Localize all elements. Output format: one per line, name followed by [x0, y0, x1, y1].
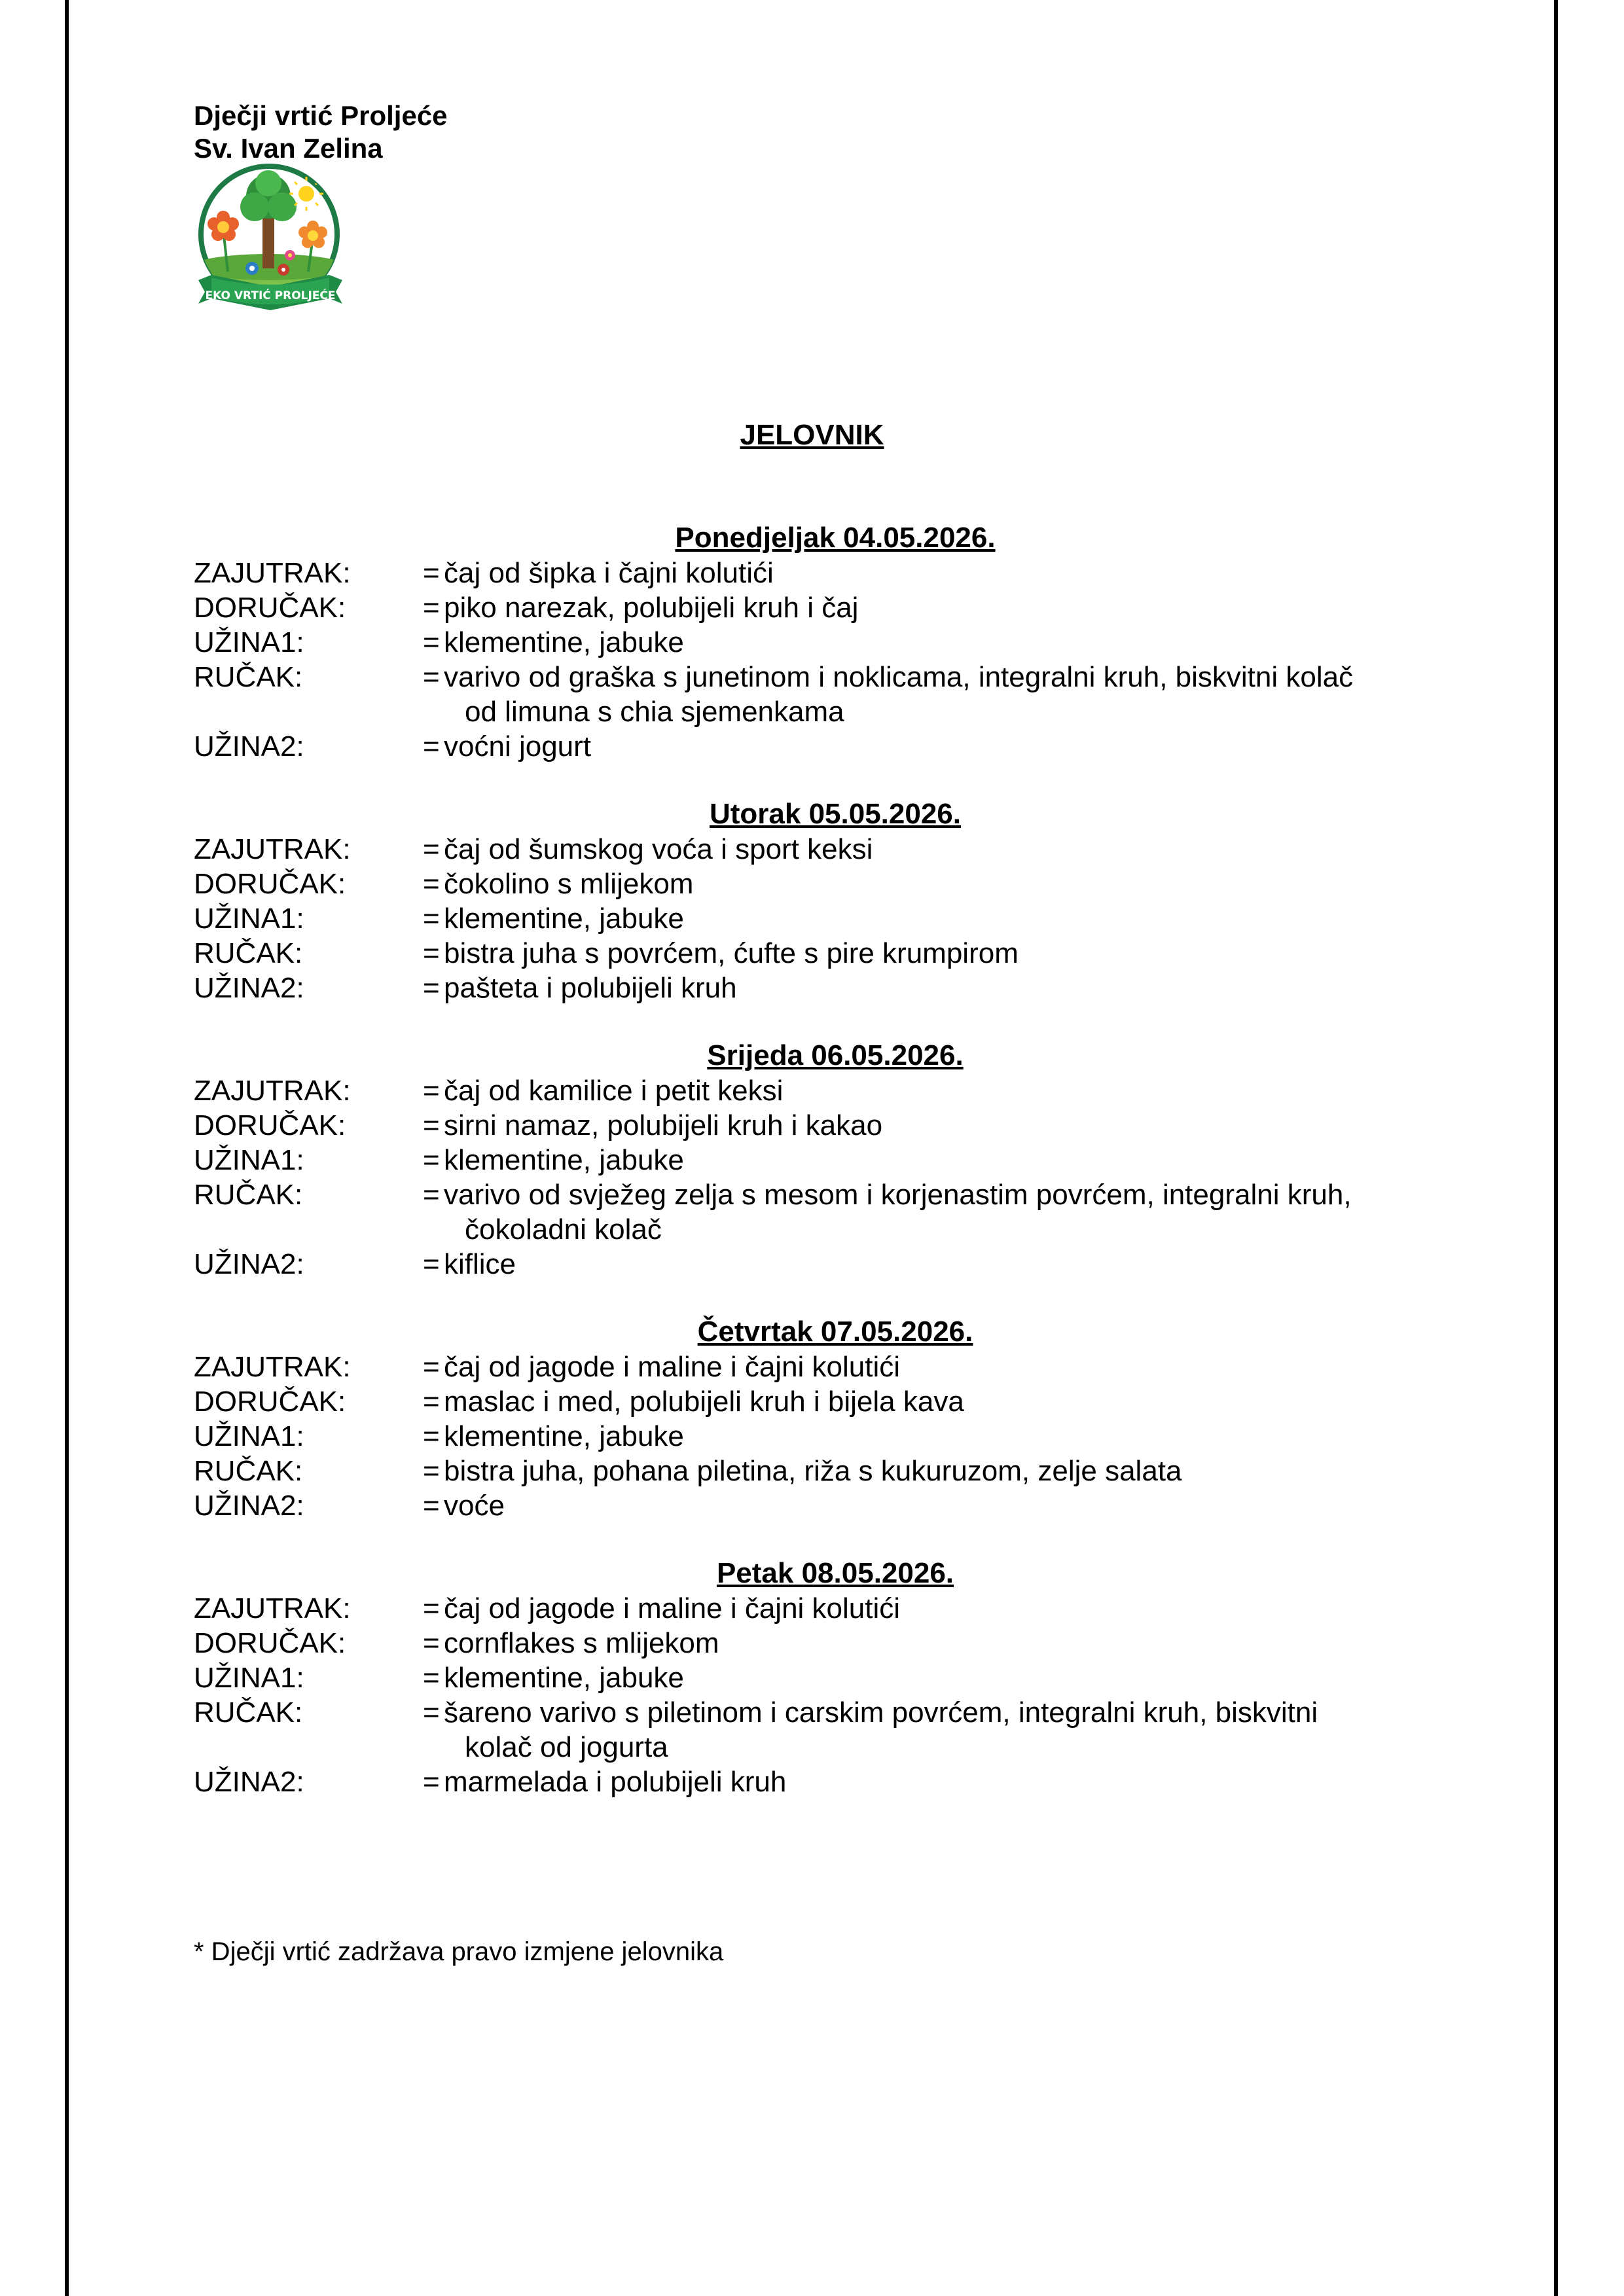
- kindergarten-location: Sv. Ivan Zelina: [194, 133, 383, 164]
- meal-equals: =: [423, 972, 440, 1004]
- meal-text: piko narezak, polubijeli kruh i čaj: [444, 592, 859, 624]
- meal-equals: =: [423, 1627, 440, 1659]
- day-section: [194, 1038, 1437, 1282]
- meal-text: klementine, jabuke: [444, 1144, 684, 1176]
- meal-label: UŽINA2:: [194, 1766, 304, 1798]
- meal-equals: =: [423, 1179, 440, 1211]
- eko-vrtic-logo: [192, 164, 349, 317]
- meal-description: [444, 1695, 1437, 1765]
- meal-label: DORUČAK:: [194, 1627, 346, 1659]
- meal-description: [444, 660, 1437, 729]
- meal-row: [194, 1591, 1437, 1626]
- meal-text: klementine, jabuke: [444, 626, 684, 658]
- meal-label: UŽINA2:: [194, 1490, 304, 1522]
- meal-text: čokolino s mlijekom: [444, 868, 694, 900]
- meal-label: UŽINA1:: [194, 1144, 304, 1176]
- menu-days: [194, 520, 1437, 1832]
- meal-text: maslac i med, polubijeli kruh i bijela kava: [444, 1386, 964, 1418]
- meal-text: čaj od jagode i maline i čajni kolutići: [444, 1351, 901, 1383]
- meal-description: [444, 590, 1437, 625]
- meal-equals: =: [423, 661, 440, 693]
- meal-row: [194, 1419, 1437, 1454]
- meal-text: čaj od jagode i maline i čajni kolutići: [444, 1592, 901, 1624]
- meal-equals: =: [423, 1420, 440, 1452]
- day-title: Petak 08.05.2026.: [716, 1557, 954, 1589]
- meal-row: [194, 1177, 1437, 1247]
- meal-text: klementine, jabuke: [444, 903, 684, 935]
- meal-row: [194, 901, 1437, 936]
- meal-equals: =: [423, 1144, 440, 1176]
- meal-row: [194, 936, 1437, 971]
- meal-row: [194, 729, 1437, 764]
- page-border-right: [1554, 0, 1558, 2296]
- day-section: [194, 1556, 1437, 1799]
- meal-equals: =: [423, 1109, 440, 1141]
- meal-label: UŽINA2:: [194, 972, 304, 1004]
- meal-description: [444, 1143, 1437, 1177]
- meal-text: voćni jogurt: [444, 730, 592, 762]
- meal-text-continued: čokoladni kolač: [465, 1213, 662, 1246]
- day-title: Ponedjeljak 04.05.2026.: [675, 522, 996, 554]
- meal-description: [444, 1384, 1437, 1419]
- meal-label: RUČAK:: [194, 1179, 303, 1211]
- meal-row: [194, 867, 1437, 901]
- meal-description: [444, 1488, 1437, 1523]
- meal-label: DORUČAK:: [194, 1109, 346, 1141]
- meal-row: [194, 660, 1437, 729]
- page-border-left: [65, 0, 69, 2296]
- meal-description: [444, 1591, 1437, 1626]
- logo-text: EKO VRTIĆ PROLJEĆE: [205, 289, 336, 302]
- meal-text: čaj od šipka i čajni kolutići: [444, 557, 774, 589]
- meal-equals: =: [423, 833, 440, 865]
- meal-text: pašteta i polubijeli kruh: [444, 972, 737, 1004]
- meal-description: [444, 1247, 1437, 1282]
- meal-text-continued: od limuna s chia sjemenkama: [465, 696, 844, 728]
- meal-row: [194, 1350, 1437, 1384]
- meal-description: [444, 936, 1437, 971]
- meal-text: bistra juha, pohana piletina, riža s kukuruzom, zelje salata: [444, 1455, 1182, 1487]
- meal-row: [194, 1108, 1437, 1143]
- page-title: JELOVNIK: [740, 419, 884, 451]
- meal-equals: =: [423, 1455, 440, 1487]
- meal-text: šareno varivo s piletinom i carskim povrćem, integralni kruh, biskvitni: [444, 1696, 1318, 1729]
- meal-text: voće: [444, 1490, 505, 1522]
- meal-description: [444, 1454, 1437, 1488]
- meal-label: UŽINA2:: [194, 1248, 304, 1280]
- meal-row: [194, 971, 1437, 1005]
- meal-description: [444, 1626, 1437, 1660]
- meal-label: UŽINA2:: [194, 730, 304, 762]
- meal-description: [444, 729, 1437, 764]
- meal-row: [194, 1695, 1437, 1765]
- meal-label: ZAJUTRAK:: [194, 833, 351, 865]
- meal-label: DORUČAK:: [194, 592, 346, 624]
- meal-equals: =: [423, 903, 440, 935]
- meal-equals: =: [423, 1351, 440, 1383]
- meal-equals: =: [423, 1075, 440, 1107]
- meal-label: ZAJUTRAK:: [194, 557, 351, 589]
- meal-description: [444, 832, 1437, 867]
- meal-text: bistra juha s povrćem, ćufte s pire krumpirom: [444, 937, 1019, 969]
- meal-row: [194, 556, 1437, 590]
- meal-text: sirni namaz, polubijeli kruh i kakao: [444, 1109, 883, 1141]
- meal-equals: =: [423, 1386, 440, 1418]
- meal-equals: =: [423, 592, 440, 624]
- meal-row: [194, 1073, 1437, 1108]
- kindergarten-header: [194, 99, 448, 165]
- meal-description: [444, 1350, 1437, 1384]
- meal-text: kiflice: [444, 1248, 516, 1280]
- day-section: [194, 797, 1437, 1005]
- meal-equals: =: [423, 1696, 440, 1729]
- meal-row: [194, 625, 1437, 660]
- meal-text: varivo od graška s junetinom i noklicama, integralni kruh, biskvitni kolač: [444, 661, 1354, 693]
- meal-text: klementine, jabuke: [444, 1662, 684, 1694]
- meal-label: RUČAK:: [194, 937, 303, 969]
- meal-description: [444, 867, 1437, 901]
- meal-description: [444, 625, 1437, 660]
- meal-row: [194, 590, 1437, 625]
- meal-label: UŽINA1:: [194, 1662, 304, 1694]
- day-section: [194, 1314, 1437, 1523]
- meal-row: [194, 1454, 1437, 1488]
- meal-row: [194, 1488, 1437, 1523]
- meal-description: [444, 1177, 1437, 1247]
- day-title: Četvrtak 07.05.2026.: [697, 1316, 973, 1348]
- meal-equals: =: [423, 1662, 440, 1694]
- day-section: [194, 520, 1437, 764]
- day-title: Srijeda 06.05.2026.: [707, 1039, 964, 1071]
- meal-description: [444, 1660, 1437, 1695]
- meal-label: RUČAK:: [194, 1455, 303, 1487]
- meal-equals: =: [423, 1766, 440, 1798]
- meal-equals: =: [423, 1248, 440, 1280]
- meal-text: čaj od kamilice i petit keksi: [444, 1075, 784, 1107]
- kindergarten-name: Dječji vrtić Proljeće: [194, 100, 448, 131]
- meal-equals: =: [423, 937, 440, 969]
- meal-text-continued: kolač od jogurta: [465, 1731, 668, 1763]
- meal-label: RUČAK:: [194, 1696, 303, 1729]
- meal-label: ZAJUTRAK:: [194, 1592, 351, 1624]
- meal-description: [444, 1765, 1437, 1799]
- meal-text: čaj od šumskog voća i sport keksi: [444, 833, 873, 865]
- meal-equals: =: [423, 1592, 440, 1624]
- meal-row: [194, 1765, 1437, 1799]
- meal-text: cornflakes s mlijekom: [444, 1627, 719, 1659]
- meal-label: ZAJUTRAK:: [194, 1075, 351, 1107]
- meal-label: DORUČAK:: [194, 1386, 346, 1418]
- day-title: Utorak 05.05.2026.: [709, 798, 962, 830]
- meal-label: UŽINA1:: [194, 626, 304, 658]
- meal-description: [444, 556, 1437, 590]
- meal-description: [444, 1073, 1437, 1108]
- meal-row: [194, 1384, 1437, 1419]
- meal-text: marmelada i polubijeli kruh: [444, 1766, 787, 1798]
- meal-equals: =: [423, 730, 440, 762]
- meal-label: ZAJUTRAK:: [194, 1351, 351, 1383]
- meal-description: [444, 1419, 1437, 1454]
- meal-row: [194, 832, 1437, 867]
- meal-row: [194, 1626, 1437, 1660]
- meal-equals: =: [423, 626, 440, 658]
- footnote: * Dječji vrtić zadržava pravo izmjene jelovnika: [194, 1937, 724, 1966]
- meal-description: [444, 901, 1437, 936]
- meal-equals: =: [423, 557, 440, 589]
- meal-row: [194, 1660, 1437, 1695]
- meal-description: [444, 971, 1437, 1005]
- meal-label: DORUČAK:: [194, 868, 346, 900]
- meal-label: UŽINA1:: [194, 1420, 304, 1452]
- meal-text: klementine, jabuke: [444, 1420, 684, 1452]
- meal-description: [444, 1108, 1437, 1143]
- meal-equals: =: [423, 1490, 440, 1522]
- meal-row: [194, 1143, 1437, 1177]
- meal-label: UŽINA1:: [194, 903, 304, 935]
- meal-row: [194, 1247, 1437, 1282]
- meal-text: varivo od svježeg zelja s mesom i korjenastim povrćem, integralni kruh,: [444, 1179, 1352, 1211]
- meal-label: RUČAK:: [194, 661, 303, 693]
- meal-equals: =: [423, 868, 440, 900]
